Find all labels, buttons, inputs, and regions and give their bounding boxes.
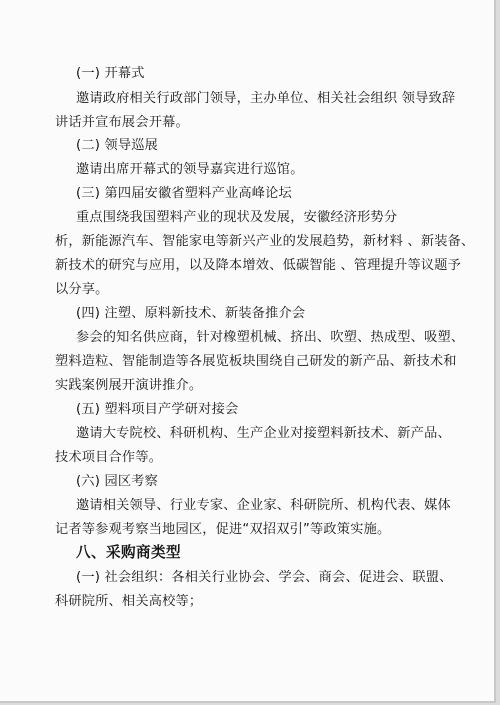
paragraph-line: 科研院所、相关高校等； (55, 594, 203, 609)
paragraph-line: (一) 社会组织：各相关行业协会、学会、商会、促进会、联盟、 (76, 570, 453, 585)
paragraph-line: 邀请出席开幕式的领导嘉宾进行巡馆。 (76, 162, 304, 177)
paragraph-line: 实践案例展开演讲推介。 (55, 378, 203, 393)
section-heading-forum: (三) 第四届安徽省塑料产业高峰论坛 (76, 186, 292, 201)
paragraph-line: 参会的知名供应商，针对橡塑机械、挤出、吹塑、热成型、吸塑、 (76, 330, 465, 345)
paragraph-line: 讲话并宣布展会开幕。 (55, 115, 189, 130)
paragraph-line: 以分享。 (55, 282, 109, 297)
paragraph-line: 塑料造粒、智能制造等各展览板块围绕自己研发的新产品、新技术和 (55, 354, 457, 369)
section-heading-park-visit: (六) 园区考察 (76, 474, 159, 489)
section-heading-matchmaking: (五) 塑料项目产学研对接会 (76, 402, 239, 417)
paragraph-line: 邀请政府相关行政部门领导，主办单位、相关社会组织 领导致辞 (76, 91, 456, 106)
section-heading-tour: (二) 领导巡展 (76, 138, 159, 153)
paragraph-line: 记者等参观考察当地园区，促进“双招双引”等政策实施。 (55, 522, 391, 537)
chapter-heading-buyers: 八、采购商类型 (76, 544, 181, 561)
paragraph-line: 析，新能源汽车、智能家电等新兴产业的发展趋势，新材料 、新装备、 (55, 234, 475, 249)
section-heading-promotion: (四) 注塑、原料新技术、新装备推介会 (76, 306, 306, 321)
paragraph-line: 新技术的研究与应用，以及降本增效、低碳智能 、管理提升等议题予 (55, 258, 462, 273)
paragraph-line: 重点围绕我国塑料产业的现状及发展，安徽经济形势分 (76, 210, 398, 225)
paragraph-line: 邀请大专院校、科研机构、生产企业对接塑料新技术、新产品、 (76, 426, 451, 441)
paragraph-line: 技术项目合作等。 (55, 450, 163, 465)
section-heading-opening: (一) 开幕式 (76, 66, 145, 81)
paragraph-line: 邀请相关领导、行业专家、企业家、科研院所、机构代表、媒体 (76, 498, 451, 513)
